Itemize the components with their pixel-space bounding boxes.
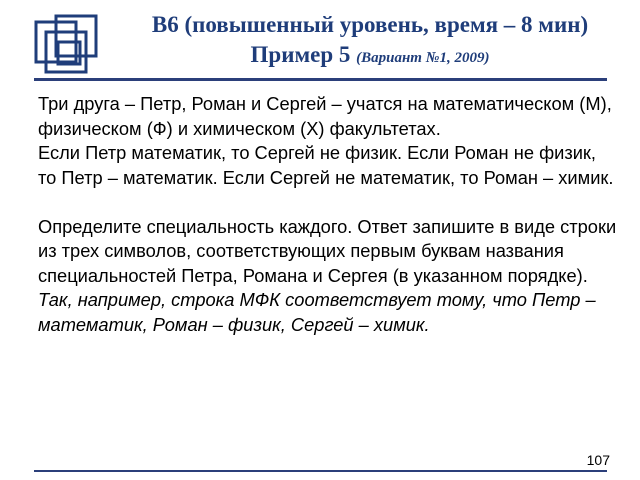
overlapping-squares-icon [34, 14, 98, 78]
variant-label: (Вариант №1, 2009) [356, 50, 490, 66]
paragraph-conditions: Если Петр математик, то Сергей не физик. Если Роман не физик, то Петр – математик. Если Сергей не математик, то Роман – химик. [38, 142, 614, 188]
example-hint: Так, например, строка МФК соответствует тому, что Петр – математик, Роман – физик, Сергей – химик. [38, 289, 596, 335]
task-text [38, 92, 618, 337]
page-title: B6 (повышенный уровень, время – 8 мин) [151, 12, 589, 37]
paragraph-question [38, 215, 618, 338]
page-number: 107 [586, 452, 610, 468]
example-label: Пример 5 [250, 42, 357, 67]
footer-divider [34, 470, 607, 472]
page-subtitle [110, 42, 630, 68]
paragraph-intro: Три друга – Петр, Роман и Сергей – учатся на математическом (М), физическом (Ф) и химическом (Х) факультетах. [38, 93, 612, 139]
question-text: Определите специальность каждого. Ответ запишите в виде строки из трех символов, соответствующих первым буквам названия специальностей Петра, Романа и Сергея (в указанном порядке). [38, 215, 617, 286]
paragraph-gap [38, 190, 618, 215]
header-divider [34, 78, 607, 81]
